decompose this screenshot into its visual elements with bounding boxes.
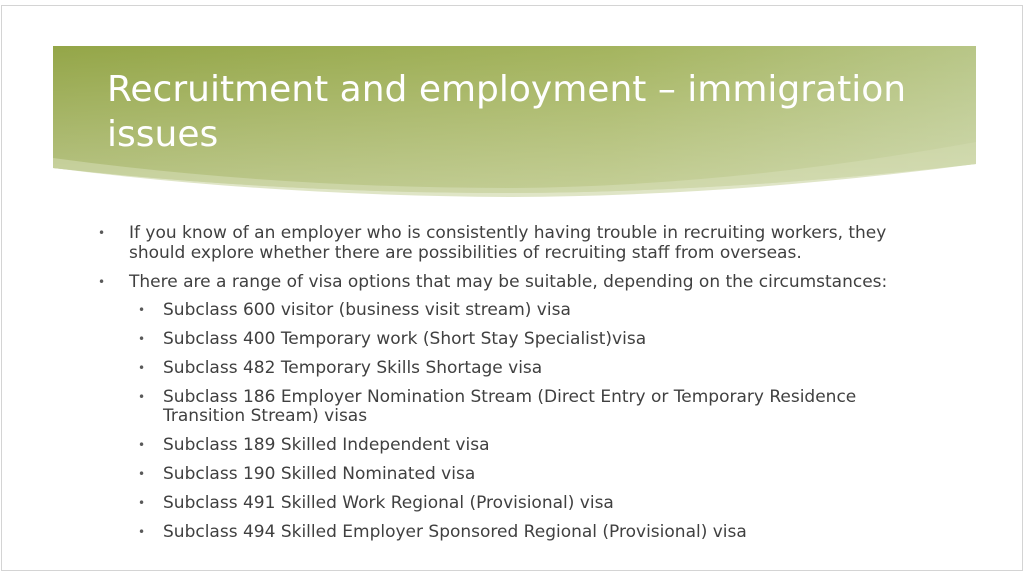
bullet-dot-icon: •	[138, 331, 146, 346]
bullet-dot-icon: •	[138, 524, 146, 539]
bullet-list	[98, 224, 928, 552]
bullet-dot-icon: •	[98, 275, 106, 289]
sub-list-item-text: Subclass 600 visitor (business visit stream) visa	[163, 299, 571, 320]
sub-list-item	[129, 359, 928, 378]
sub-list-item	[129, 494, 928, 513]
list-item-text: If you know of an employer who is consistently having trouble in recruiting workers, they should explore whether there are possibilities of recruiting staff from overseas.	[129, 223, 887, 263]
bullet-dot-icon: •	[98, 226, 106, 240]
list-item	[98, 224, 928, 263]
sub-list-item	[129, 523, 928, 542]
sub-list-item-text: Subclass 190 Skilled Nominated visa	[163, 463, 476, 484]
list-item	[98, 273, 928, 542]
title-banner	[53, 46, 976, 198]
bullet-dot-icon: •	[138, 360, 146, 375]
bullet-dot-icon: •	[138, 302, 146, 317]
slide	[1, 5, 1023, 571]
sub-list-item-text: Subclass 186 Employer Nomination Stream (Direct Entry or Temporary Residence Transition Stream) visas	[163, 386, 857, 426]
bullet-dot-icon: •	[138, 437, 146, 452]
bullet-dot-icon: •	[138, 495, 146, 510]
sub-list-item	[129, 330, 928, 349]
visa-sublist	[129, 301, 928, 542]
sub-list-item	[129, 436, 928, 455]
sub-list-item-text: Subclass 491 Skilled Work Regional (Provisional) visa	[163, 492, 614, 513]
sub-list-item-text: Subclass 482 Temporary Skills Shortage visa	[163, 357, 543, 378]
sub-list-item-text: Subclass 494 Skilled Employer Sponsored Regional (Provisional) visa	[163, 521, 747, 542]
list-item-text: There are a range of visa options that may be suitable, depending on the circumstances:	[129, 272, 888, 292]
sub-list-item-text: Subclass 189 Skilled Independent visa	[163, 434, 490, 455]
sub-list-item-text: Subclass 400 Temporary work (Short Stay Specialist)visa	[163, 328, 647, 349]
bullet-dot-icon: •	[138, 389, 146, 404]
sub-list-item	[129, 301, 928, 320]
sub-list-item	[129, 465, 928, 484]
bullet-dot-icon: •	[138, 466, 146, 481]
sub-list-item	[129, 388, 928, 426]
slide-title: Recruitment and employment – immigration issues	[107, 69, 907, 155]
